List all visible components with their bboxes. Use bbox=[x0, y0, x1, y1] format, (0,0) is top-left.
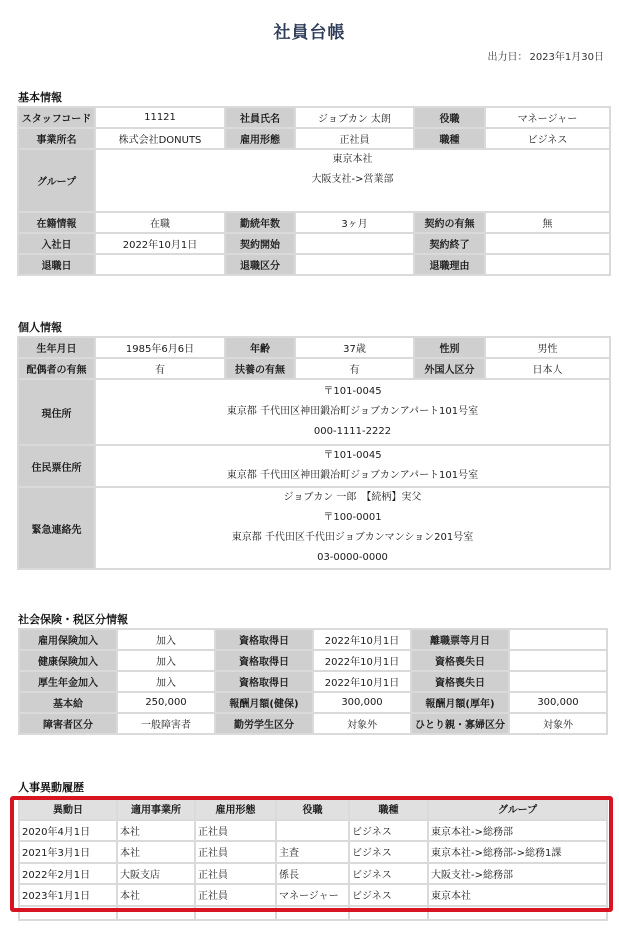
employment-value: 正社員 bbox=[295, 128, 414, 149]
table-cell bbox=[276, 906, 349, 920]
single-label: ひとり親・寡婦区分 bbox=[411, 713, 509, 734]
birth-value: 1985年6月6日 bbox=[95, 337, 225, 358]
pension-value: 加入 bbox=[117, 671, 215, 692]
contract-start-value bbox=[295, 233, 414, 254]
table-row bbox=[18, 128, 610, 149]
table-cell: ビジネス bbox=[349, 820, 428, 842]
address-line: 東京都 千代田区神田鍛冶町ジョブカンアパート101号室 bbox=[226, 406, 479, 417]
acq1-value: 2022年10月1日 bbox=[313, 629, 411, 650]
group-line: 東京本社 bbox=[332, 154, 373, 165]
table-cell: ビジネス bbox=[349, 841, 428, 863]
table-cell: 係長 bbox=[276, 863, 349, 885]
table-row bbox=[19, 713, 607, 734]
table-cell: ビジネス bbox=[349, 884, 428, 906]
leave-reason-label: 退職理由 bbox=[414, 254, 485, 275]
resident-line: 東京都 千代田区神田鍛冶町ジョブカンアパート101号室 bbox=[226, 470, 479, 481]
gender-value: 男性 bbox=[485, 337, 610, 358]
health-std-value: 300,000 bbox=[313, 692, 411, 713]
contract-value: 無 bbox=[485, 212, 610, 233]
table-row bbox=[18, 358, 610, 379]
table-row bbox=[18, 149, 610, 212]
table-cell: 東京本社->総務部 bbox=[428, 820, 607, 842]
resident-line: 〒101-0045 bbox=[323, 450, 382, 461]
status-label: 在籍情報 bbox=[18, 212, 95, 233]
name-label: 社員氏名 bbox=[225, 107, 295, 128]
office-value: 株式会社DONUTS bbox=[95, 128, 225, 149]
spouse-label: 配偶者の有無 bbox=[18, 358, 95, 379]
table-row bbox=[19, 671, 607, 692]
loss1-value bbox=[509, 650, 607, 671]
join-label: 入社日 bbox=[18, 233, 95, 254]
disability-label: 障害者区分 bbox=[19, 713, 117, 734]
office-label: 事業所名 bbox=[18, 128, 95, 149]
acq1-label: 資格取得日 bbox=[215, 629, 313, 650]
pension-std-label: 報酬月額(厚年) bbox=[411, 692, 509, 713]
table-cell: 正社員 bbox=[195, 884, 276, 906]
gender-label: 性別 bbox=[414, 337, 485, 358]
section-title-personal: 個人情報 bbox=[18, 321, 62, 334]
table-cell: 東京本社 bbox=[428, 884, 607, 906]
column-header: 職種 bbox=[349, 798, 428, 820]
separation-label: 離職票等月日 bbox=[411, 629, 509, 650]
leave-label: 退職日 bbox=[18, 254, 95, 275]
personal-info-table bbox=[17, 336, 611, 570]
leave-type-label: 退職区分 bbox=[225, 254, 295, 275]
contract-end-value bbox=[485, 233, 610, 254]
resident-value bbox=[95, 445, 610, 487]
table-cell: 2023年1月1日 bbox=[19, 884, 117, 906]
birth-label: 生年月日 bbox=[18, 337, 95, 358]
table-row bbox=[19, 841, 607, 863]
table-cell: 本社 bbox=[117, 884, 195, 906]
table-cell bbox=[19, 906, 117, 920]
acq3-value: 2022年10月1日 bbox=[313, 671, 411, 692]
health-std-label: 報酬月額(健保) bbox=[215, 692, 313, 713]
loss2-value bbox=[509, 671, 607, 692]
column-header: 異動日 bbox=[19, 798, 117, 820]
group-label: グループ bbox=[18, 149, 95, 212]
table-header-row bbox=[19, 798, 607, 820]
emergency-value bbox=[95, 487, 610, 569]
employment-label: 雇用形態 bbox=[225, 128, 295, 149]
table-cell: 正社員 bbox=[195, 820, 276, 842]
table-cell: 東京本社->総務部->総務1課 bbox=[428, 841, 607, 863]
table-cell: 大阪支店 bbox=[117, 863, 195, 885]
table-cell: 本社 bbox=[117, 841, 195, 863]
tenure-label: 勤続年数 bbox=[225, 212, 295, 233]
acq3-label: 資格取得日 bbox=[215, 671, 313, 692]
student-value: 対象外 bbox=[313, 713, 411, 734]
salary-value: 250,000 bbox=[117, 692, 215, 713]
employment-ins-label: 雇用保険加入 bbox=[19, 629, 117, 650]
table-row bbox=[19, 650, 607, 671]
spouse-value: 有 bbox=[95, 358, 225, 379]
output-date bbox=[486, 48, 605, 63]
table-row bbox=[19, 863, 607, 885]
section-title-history: 人事異動履歴 bbox=[18, 781, 84, 794]
table-cell bbox=[117, 906, 195, 920]
health-ins-value: 加入 bbox=[117, 650, 215, 671]
acq2-label: 資格取得日 bbox=[215, 650, 313, 671]
column-header: 雇用形態 bbox=[195, 798, 276, 820]
join-value: 2022年10月1日 bbox=[95, 233, 225, 254]
table-cell: 主査 bbox=[276, 841, 349, 863]
loss1-label: 資格喪失日 bbox=[411, 650, 509, 671]
table-cell: 2020年4月1日 bbox=[19, 820, 117, 842]
table-row bbox=[18, 254, 610, 275]
pension-std-value: 300,000 bbox=[509, 692, 607, 713]
staff-code-label: スタッフコード bbox=[18, 107, 95, 128]
table-cell: 正社員 bbox=[195, 863, 276, 885]
column-header: 役職 bbox=[276, 798, 349, 820]
resident-label: 住民票住所 bbox=[18, 445, 95, 487]
pension-label: 厚生年金加入 bbox=[19, 671, 117, 692]
section-title-insurance: 社会保険・税区分情報 bbox=[18, 613, 128, 626]
page-title: 社員台帳 bbox=[273, 23, 346, 43]
loss2-label: 資格喪失日 bbox=[411, 671, 509, 692]
table-cell: ビジネス bbox=[349, 863, 428, 885]
student-label: 勤労学生区分 bbox=[215, 713, 313, 734]
contract-start-label: 契約開始 bbox=[225, 233, 295, 254]
table-cell: 2022年2月1日 bbox=[19, 863, 117, 885]
output-date-value: 2023年1月30日 bbox=[529, 52, 604, 63]
table-cell bbox=[195, 906, 276, 920]
table-row bbox=[19, 629, 607, 650]
emergency-line: 〒100-0001 bbox=[323, 512, 382, 523]
table-row bbox=[19, 820, 607, 842]
history-table bbox=[18, 797, 608, 921]
table-cell bbox=[349, 906, 428, 920]
leave-type-value bbox=[295, 254, 414, 275]
address-line: 000-1111-2222 bbox=[313, 426, 392, 437]
job-value: ビジネス bbox=[485, 128, 610, 149]
table-row bbox=[18, 379, 610, 445]
staff-code-value: 11121 bbox=[95, 107, 225, 128]
basic-info-table bbox=[17, 106, 611, 276]
group-line: 大阪支社->営業部 bbox=[311, 174, 394, 185]
employment-ins-value: 加入 bbox=[117, 629, 215, 650]
emergency-line: 03-0000-0000 bbox=[317, 552, 388, 563]
table-cell: 大阪支社->総務部 bbox=[428, 863, 607, 885]
dependents-label: 扶養の有無 bbox=[225, 358, 295, 379]
table-cell bbox=[276, 820, 349, 842]
health-ins-label: 健康保険加入 bbox=[19, 650, 117, 671]
salary-label: 基本給 bbox=[19, 692, 117, 713]
table-cell: 本社 bbox=[117, 820, 195, 842]
table-row bbox=[19, 906, 607, 920]
table-row bbox=[18, 445, 610, 487]
position-label: 役職 bbox=[414, 107, 485, 128]
address-line: 〒101-0045 bbox=[323, 386, 382, 397]
table-cell: マネージャー bbox=[276, 884, 349, 906]
column-header: 適用事業所 bbox=[117, 798, 195, 820]
table-cell bbox=[428, 906, 607, 920]
dependents-value: 有 bbox=[295, 358, 414, 379]
table-row bbox=[18, 487, 610, 569]
age-label: 年齢 bbox=[225, 337, 295, 358]
table-row bbox=[18, 212, 610, 233]
position-value: マネージャー bbox=[485, 107, 610, 128]
acq2-value: 2022年10月1日 bbox=[313, 650, 411, 671]
table-row bbox=[18, 337, 610, 358]
contract-end-label: 契約終了 bbox=[414, 233, 485, 254]
output-date-label: 出力日： bbox=[487, 52, 528, 63]
emergency-line: ジョブカン 一郎 【続柄】実父 bbox=[283, 492, 422, 503]
foreigner-label: 外国人区分 bbox=[414, 358, 485, 379]
table-row bbox=[19, 884, 607, 906]
group-value bbox=[95, 149, 610, 212]
table-row bbox=[18, 107, 610, 128]
leave-reason-value bbox=[485, 254, 610, 275]
leave-value bbox=[95, 254, 225, 275]
single-value: 対象外 bbox=[509, 713, 607, 734]
tenure-value: 3ヶ月 bbox=[295, 212, 414, 233]
insurance-table bbox=[18, 628, 608, 735]
address-value bbox=[95, 379, 610, 445]
emergency-line: 東京都 千代田区千代田ジョブカンマンション201号室 bbox=[231, 532, 474, 543]
table-row bbox=[18, 233, 610, 254]
section-title-basic: 基本情報 bbox=[18, 91, 62, 104]
foreigner-value: 日本人 bbox=[485, 358, 610, 379]
address-label: 現住所 bbox=[18, 379, 95, 445]
age-value: 37歳 bbox=[295, 337, 414, 358]
table-cell: 2021年3月1日 bbox=[19, 841, 117, 863]
table-row bbox=[19, 692, 607, 713]
status-value: 在職 bbox=[95, 212, 225, 233]
table-cell: 正社員 bbox=[195, 841, 276, 863]
emergency-label: 緊急連絡先 bbox=[18, 487, 95, 569]
contract-label: 契約の有無 bbox=[414, 212, 485, 233]
column-header: グループ bbox=[428, 798, 607, 820]
separation-value bbox=[509, 629, 607, 650]
job-label: 職種 bbox=[414, 128, 485, 149]
name-value: ジョブカン 太朗 bbox=[295, 107, 414, 128]
disability-value: 一般障害者 bbox=[117, 713, 215, 734]
